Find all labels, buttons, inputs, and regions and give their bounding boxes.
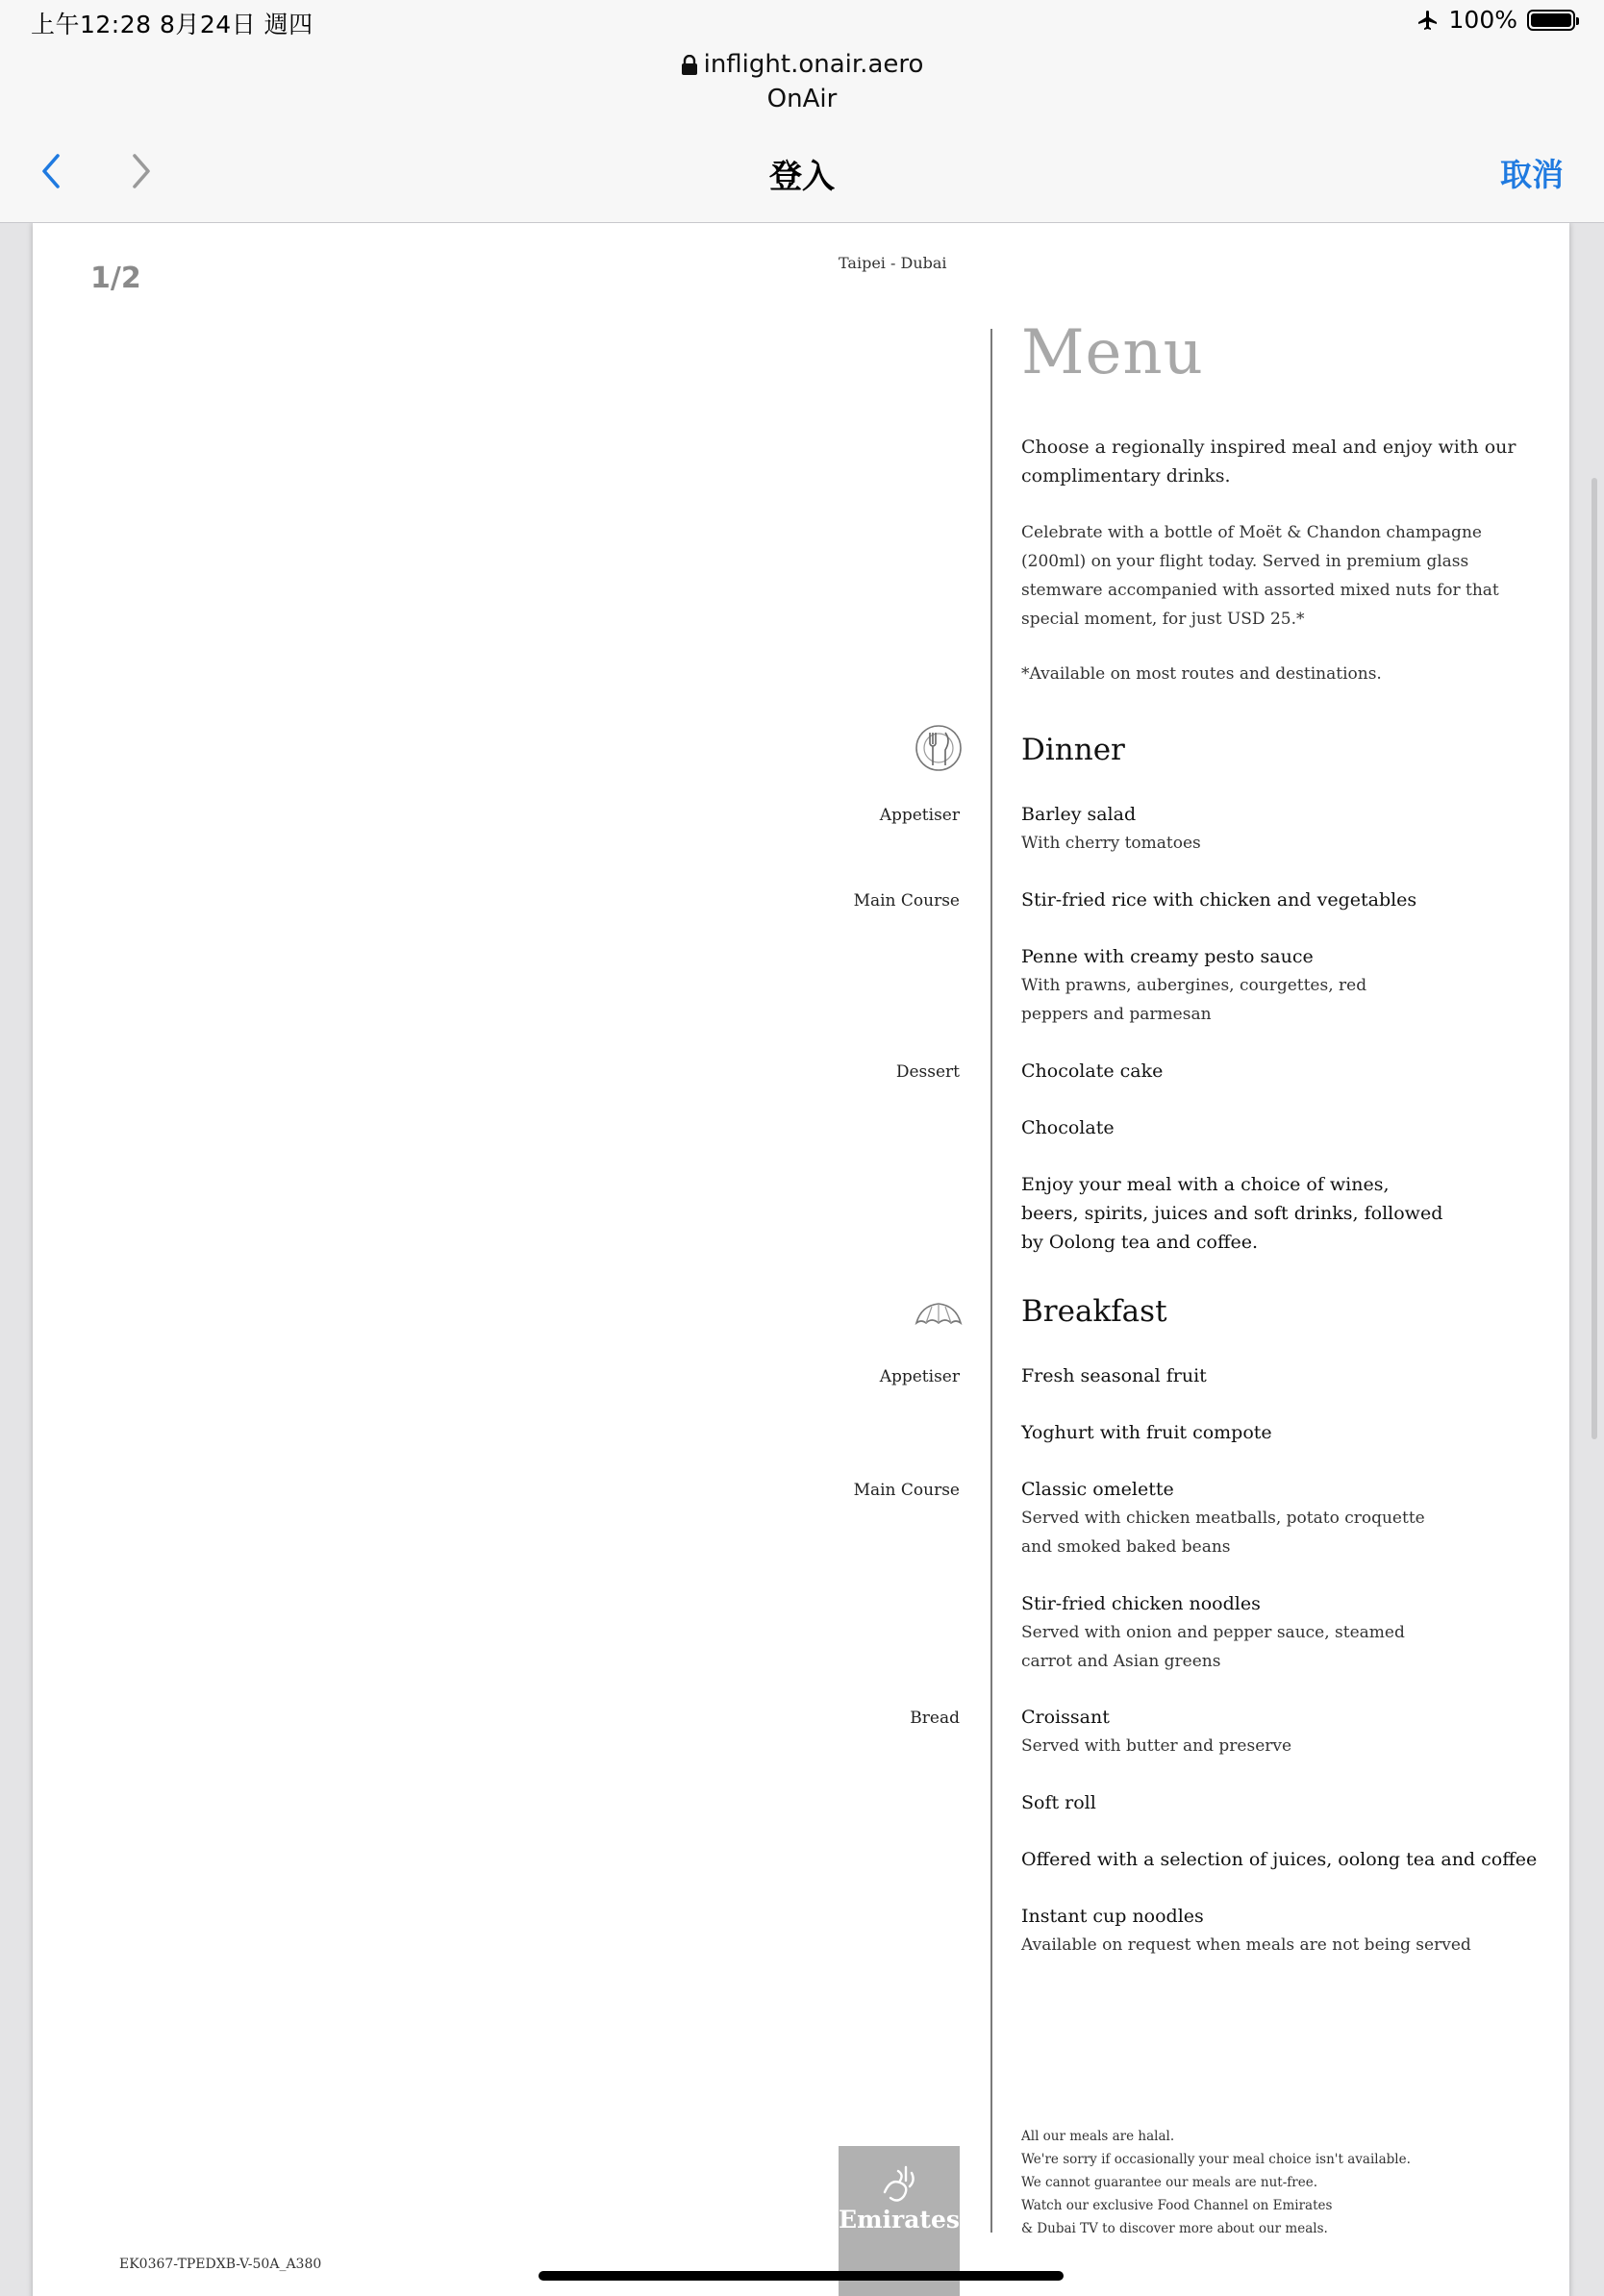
dish-name: Soft roll — [1021, 1792, 1096, 1813]
home-indicator[interactable] — [539, 2271, 1064, 2281]
breakfast-bread-label: Bread — [910, 1709, 960, 1728]
divider-line — [990, 329, 992, 2233]
battery-percent: 100% — [1448, 6, 1517, 34]
battery-level — [1531, 13, 1571, 27]
footer-note: We're sorry if occasionally your meal choice isn't available. — [1021, 2152, 1411, 2167]
airplane-mode-icon — [1416, 9, 1440, 32]
breakfast-item — [1021, 1788, 1521, 1817]
breakfast-appetiser-label: Appetiser — [879, 1367, 960, 1386]
menu-title: Menu — [1021, 317, 1204, 388]
dish-desc: Served with onion and pepper sauce, steamed carrot and Asian greens — [1021, 1623, 1405, 1671]
lock-icon — [681, 55, 698, 76]
dish-name: Fresh seasonal fruit — [1021, 1365, 1207, 1386]
browser-nav-bar — [0, 42, 1604, 223]
breakfast-main-label: Main Course — [853, 1481, 960, 1500]
page-indicator: 1/2 — [90, 262, 141, 295]
dinner-heading: Dinner — [1021, 733, 1125, 767]
dinner-main-label: Main Course — [853, 891, 960, 911]
content-scroll-area[interactable] — [0, 223, 1604, 2296]
site-name: OnAir — [766, 85, 838, 113]
battery-icon — [1527, 10, 1575, 31]
dish-name: Yoghurt with fruit compote — [1021, 1422, 1272, 1443]
breakfast-item — [1021, 1703, 1521, 1760]
dish-name: Enjoy your meal with a choice of wines, beers, spirits, juices and soft drinks, followed by Oolong tea and coffee. — [1021, 1174, 1443, 1253]
dish-name: Croissant — [1021, 1707, 1110, 1728]
scrollbar[interactable] — [1591, 478, 1597, 1439]
dish-desc: Served with butter and preserve — [1021, 1736, 1292, 1756]
footer-notes — [1021, 2125, 1425, 2240]
dish-name: Penne with creamy pesto sauce — [1021, 946, 1314, 967]
emirates-calligraphy-icon — [877, 2163, 921, 2204]
footer-note: Watch our exclusive Food Channel on Emirates — [1021, 2198, 1333, 2213]
dish-desc: Available on request when meals are not being served — [1021, 1935, 1471, 1955]
intro-text-2: Celebrate with a bottle of Moët & Chandon champagne (200ml) on your flight today. Served in premium glass stemware accompanied with assorted mixed nuts for that special moment, for just USD 25.* — [1021, 523, 1499, 629]
dinner-drinks-note — [1021, 1170, 1444, 1257]
dinner-dessert-label: Dessert — [895, 1062, 960, 1082]
dish-name: Offered with a selection of juices, oolong tea and coffee — [1021, 1849, 1538, 1870]
url-text: inflight.onair.aero — [703, 50, 924, 79]
intro-footnote: *Available on most routes and destinations. — [1021, 664, 1382, 684]
breakfast-item — [1021, 1845, 1560, 1874]
dish-desc: With prawns, aubergines, courgettes, red peppers and parmesan — [1021, 976, 1367, 1024]
dish-desc: With cherry tomatoes — [1021, 834, 1201, 853]
dinner-appetiser-label: Appetiser — [879, 806, 960, 825]
document-code: EK0367-TPEDXB-V-50A_A380 — [119, 2257, 322, 2272]
footer-note: All our meals are halal. — [1021, 2129, 1175, 2144]
dish-name: Stir-fried chicken noodles — [1021, 1593, 1261, 1614]
dish-name: Stir-fried rice with chicken and vegetables — [1021, 889, 1417, 911]
dish-name: Instant cup noodles — [1021, 1906, 1204, 1927]
dish-name: Barley salad — [1021, 804, 1137, 825]
dish-desc: Served with chicken meatballs, potato croquette and smoked baked beans — [1021, 1509, 1425, 1557]
breakfast-item — [1021, 1361, 1521, 1390]
breakfast-item — [1021, 1589, 1444, 1676]
status-time-date: 上午12:28 8月24日 週四 — [31, 11, 313, 38]
dinner-item — [1021, 800, 1521, 858]
footer-note: We cannot guarantee our meals are nut-free. — [1021, 2175, 1317, 2190]
logo-text: Emirates — [839, 2206, 960, 2234]
intro-text-1: Choose a regionally inspired meal and enjoy with our complimentary drinks. — [1021, 437, 1516, 487]
dish-name: Classic omelette — [1021, 1479, 1174, 1500]
dinner-item — [1021, 1113, 1521, 1142]
cutlery-plate-icon — [914, 723, 964, 773]
breakfast-heading: Breakfast — [1021, 1294, 1167, 1329]
breakfast-item — [1021, 1902, 1560, 1959]
croissant-icon — [914, 1298, 964, 1331]
dinner-item — [1021, 942, 1425, 1029]
breakfast-item — [1021, 1475, 1425, 1561]
url-line[interactable] — [0, 50, 1604, 79]
status-bar — [0, 0, 1604, 42]
dinner-item — [1021, 1057, 1521, 1086]
menu-document — [33, 223, 1569, 2296]
page-title: 登入 — [769, 158, 835, 196]
breakfast-item — [1021, 1418, 1521, 1447]
dish-name: Chocolate — [1021, 1117, 1115, 1138]
dish-name: Chocolate cake — [1021, 1061, 1164, 1082]
route-header: Taipei - Dubai — [839, 254, 947, 272]
dinner-item — [1021, 886, 1521, 914]
cancel-button[interactable]: 取消 — [1500, 156, 1564, 193]
status-right — [1416, 6, 1575, 34]
footer-note: & Dubai TV to discover more about our meals. — [1021, 2221, 1328, 2236]
